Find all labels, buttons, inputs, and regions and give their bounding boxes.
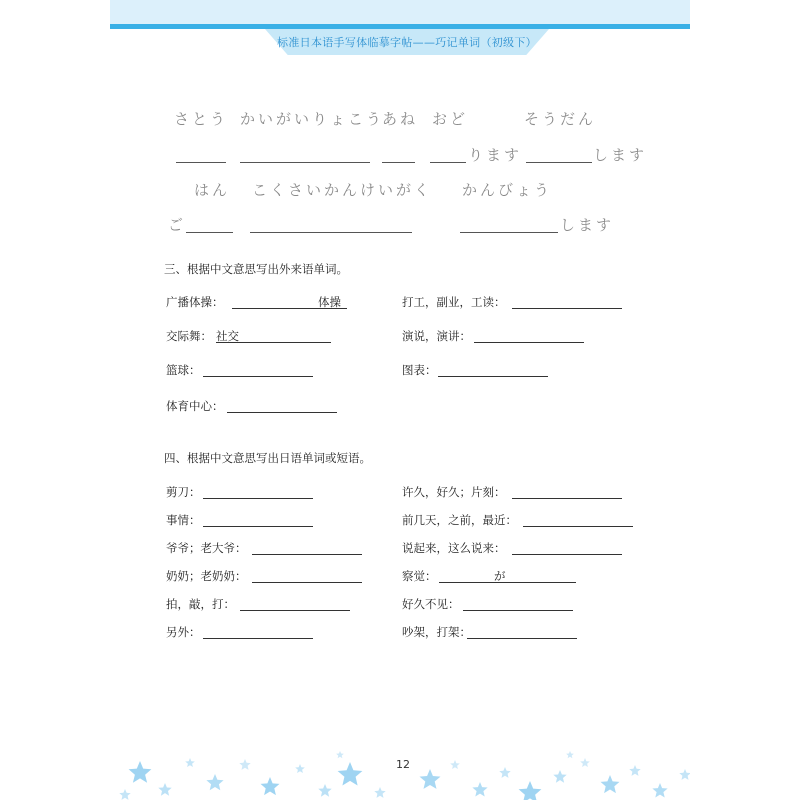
star-icon: [652, 783, 667, 798]
s4-item-label: 好久不见：: [402, 597, 460, 611]
star-icon: [553, 770, 566, 783]
s3-answer-line[interactable]: [232, 294, 347, 309]
kana-kokusaikankeigaku: こくさいかんけいがく: [252, 181, 433, 199]
header-title: 标准日本语手写体临摹字帖——巧记单词（初级下）: [277, 36, 537, 49]
kana-sato: さとう: [174, 110, 229, 128]
star-icon: [601, 775, 620, 793]
star-icon: [629, 765, 640, 776]
worksheet-page: [110, 0, 690, 800]
star-icon: [450, 760, 460, 769]
star-icon: [318, 784, 331, 797]
star-icon: [158, 783, 171, 796]
section3-title: 三、根据中文意思写出外来语单词。: [164, 262, 348, 276]
s4-item-label: 察觉：: [402, 569, 437, 583]
s3-item-label: 打工，副业，工读：: [402, 295, 506, 309]
s4-answer-line[interactable]: [512, 540, 622, 555]
s3-item-label: 广播体操：: [166, 295, 224, 309]
s3-hint: 社交: [216, 329, 239, 343]
s4-answer-line[interactable]: [203, 624, 313, 639]
s4-item-label: 爷爷；老大爷：: [166, 541, 247, 555]
s4-answer-line[interactable]: [203, 484, 313, 499]
s4-answer-line[interactable]: [467, 624, 577, 639]
star-icon: [566, 751, 574, 758]
s3-answer-line[interactable]: [216, 328, 331, 343]
star-icon: [185, 758, 195, 767]
star-icon: [679, 769, 690, 780]
kanji-blank-7[interactable]: [250, 218, 412, 233]
s4-answer-line[interactable]: [203, 512, 313, 527]
kanji-blank-5[interactable]: [526, 148, 592, 163]
s4-answer-line[interactable]: [512, 484, 622, 499]
kanji-blank-3[interactable]: [382, 148, 415, 163]
kanji-blank-6[interactable]: [186, 218, 233, 233]
s3-hint: 体操: [318, 295, 341, 309]
star-icon: [420, 769, 441, 789]
kanji-blank-8[interactable]: [460, 218, 558, 233]
s3-item-label: 演说，演讲：: [402, 329, 471, 343]
kana-han: はん: [194, 181, 231, 199]
s4-answer-line[interactable]: [252, 540, 362, 555]
kana-ane: あね: [382, 110, 419, 128]
star-icon: [580, 758, 590, 767]
star-icon: [239, 759, 250, 770]
s4-item-label: 前几天，之前，最近：: [402, 513, 517, 527]
s4-item-label: 事情：: [166, 513, 201, 527]
kanji-blank-2[interactable]: [240, 148, 370, 163]
s4-answer-line[interactable]: [523, 512, 633, 527]
kana-kaigairyokou: かいがいりょこう: [240, 110, 385, 128]
section4-title: 四、根据中文意思写出日语单词或短语。: [164, 451, 371, 465]
star-icon: [295, 764, 305, 773]
s3-item-label: 体育中心：: [166, 399, 224, 413]
s4-answer-line[interactable]: [439, 568, 576, 583]
suffix-shimasu-1: します: [593, 146, 648, 164]
header-line: [110, 24, 690, 29]
star-icon: [119, 789, 130, 800]
star-icon: [129, 761, 152, 783]
s3-item-label: 图表：: [402, 363, 437, 377]
s3-answer-line[interactable]: [203, 362, 313, 377]
kana-kanbyou: かんびょう: [462, 181, 553, 199]
s4-item-label: 吵架，打架：: [402, 625, 471, 639]
header-band: [110, 0, 690, 24]
star-icon: [261, 777, 280, 795]
s3-item-label: 交际舞：: [166, 329, 212, 343]
star-icon: [206, 774, 223, 790]
s3-answer-line[interactable]: [512, 294, 622, 309]
s3-answer-line[interactable]: [438, 362, 548, 377]
s4-item-label: 说起来，这么说来：: [402, 541, 506, 555]
star-icon: [338, 762, 363, 786]
star-icon: [519, 781, 542, 800]
star-icon: [472, 782, 487, 797]
s4-hint: が: [494, 569, 506, 583]
suffix-rimasu: ります: [468, 146, 523, 164]
kanji-blank-1[interactable]: [176, 148, 226, 163]
s3-answer-line[interactable]: [474, 328, 584, 343]
suffix-shimasu-2: します: [560, 216, 615, 234]
s4-item-label: 许久，好久；片刻：: [402, 485, 506, 499]
s4-item-label: 剪刀：: [166, 485, 201, 499]
s4-answer-line[interactable]: [240, 596, 350, 611]
kanji-blank-4[interactable]: [430, 148, 466, 163]
s4-answer-line[interactable]: [252, 568, 362, 583]
star-icon: [336, 751, 344, 758]
s3-answer-line[interactable]: [227, 398, 337, 413]
page-number: 12: [396, 758, 410, 771]
s4-item-label: 另外：: [166, 625, 201, 639]
star-icon: [374, 787, 385, 798]
s4-answer-line[interactable]: [463, 596, 573, 611]
kana-odo: おど: [432, 110, 469, 128]
star-icon: [499, 767, 510, 778]
s3-item-label: 篮球：: [166, 363, 201, 377]
kana-soudan: そうだん: [524, 110, 597, 128]
s4-item-label: 奶奶；老奶奶：: [166, 569, 247, 583]
s4-item-label: 拍，敲，打：: [166, 597, 235, 611]
prefix-go: ご: [168, 216, 187, 234]
